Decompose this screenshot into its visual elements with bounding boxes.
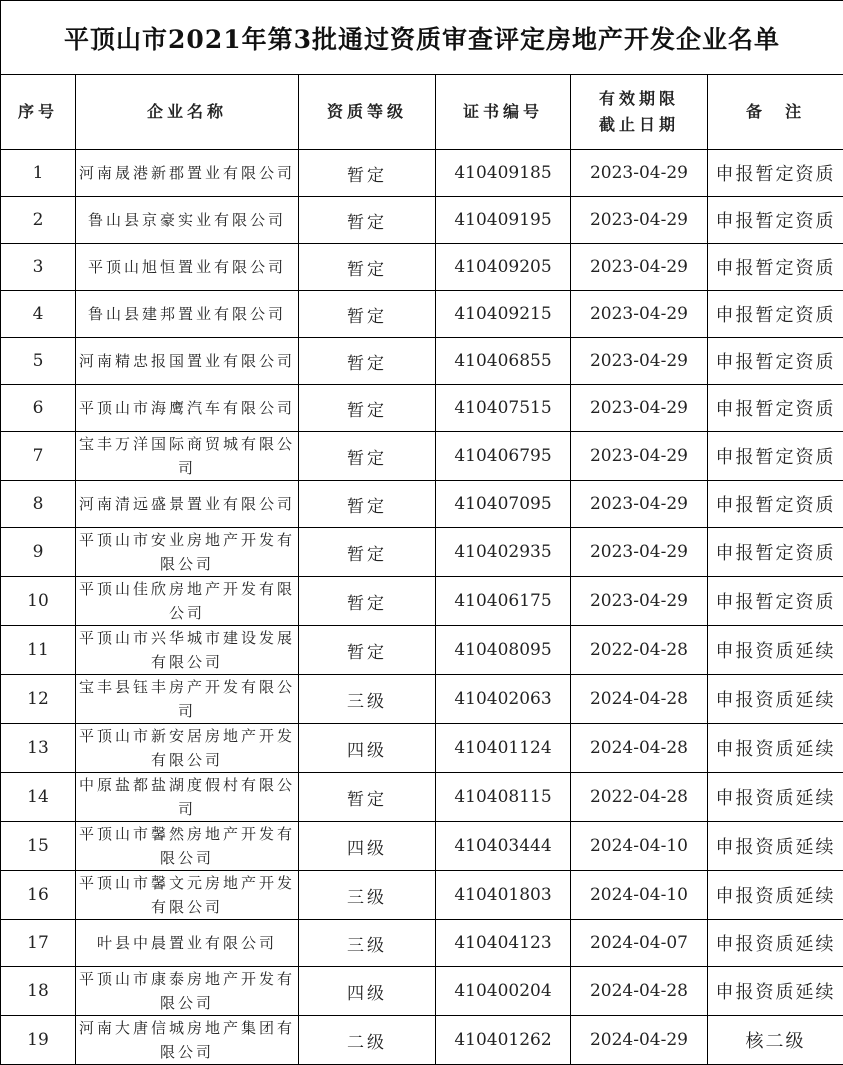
expiry-date: 2023-04-29 <box>571 528 708 577</box>
row-number: 16 <box>1 871 76 920</box>
header-row <box>1 75 843 150</box>
document-title: 平顶山市2021年第3批通过资质审查评定房地产开发企业名单 <box>1 1 843 75</box>
certificate-number: 410402935 <box>436 528 571 577</box>
table-row <box>1 920 843 967</box>
expiry-date: 2024-04-10 <box>571 871 708 920</box>
certificate-number: 410409195 <box>436 197 571 244</box>
table-row <box>1 385 843 432</box>
expiry-date: 2023-04-29 <box>571 197 708 244</box>
company-name: 宝丰万洋国际商贸城有限公司 <box>76 432 299 481</box>
company-name: 平顶山市康泰房地产开发有限公司 <box>76 967 299 1016</box>
remark: 申报暂定资质 <box>708 291 843 338</box>
expiry-date: 2023-04-29 <box>571 244 708 291</box>
qualification-grade: 三级 <box>299 675 436 724</box>
certificate-number: 410406795 <box>436 432 571 481</box>
remark: 申报资质延续 <box>708 822 843 871</box>
company-name: 叶县中晨置业有限公司 <box>76 920 299 967</box>
certificate-number: 410403444 <box>436 822 571 871</box>
header-expiry-line1: 有效期限 <box>599 89 679 108</box>
expiry-date: 2023-04-29 <box>571 150 708 197</box>
company-name: 河南大唐信城房地产集团有限公司 <box>76 1016 299 1065</box>
certificate-number: 410409185 <box>436 150 571 197</box>
expiry-date: 2024-04-10 <box>571 822 708 871</box>
table-row <box>1 291 843 338</box>
remark: 申报暂定资质 <box>708 150 843 197</box>
expiry-date: 2024-04-28 <box>571 967 708 1016</box>
remark: 申报暂定资质 <box>708 197 843 244</box>
table-row <box>1 773 843 822</box>
qualification-grade: 四级 <box>299 822 436 871</box>
table-row <box>1 197 843 244</box>
company-name: 河南精忠报国置业有限公司 <box>76 338 299 385</box>
qualification-grade: 暂定 <box>299 338 436 385</box>
remark: 申报资质延续 <box>708 871 843 920</box>
row-number: 11 <box>1 626 76 675</box>
company-name: 宝丰县钰丰房产开发有限公司 <box>76 675 299 724</box>
qualification-grade: 暂定 <box>299 197 436 244</box>
certificate-number: 410407095 <box>436 481 571 528</box>
certificate-number: 410404123 <box>436 920 571 967</box>
qualification-grade: 四级 <box>299 724 436 773</box>
remark: 申报暂定资质 <box>708 432 843 481</box>
expiry-date: 2023-04-29 <box>571 577 708 626</box>
row-number: 18 <box>1 967 76 1016</box>
remark: 核二级 <box>708 1016 843 1065</box>
qualification-grade: 暂定 <box>299 626 436 675</box>
table-row <box>1 150 843 197</box>
row-number: 17 <box>1 920 76 967</box>
qualification-grade: 暂定 <box>299 244 436 291</box>
qualification-grade: 暂定 <box>299 432 436 481</box>
row-number: 10 <box>1 577 76 626</box>
qualification-grade: 暂定 <box>299 773 436 822</box>
certificate-number: 410409215 <box>436 291 571 338</box>
remark: 申报暂定资质 <box>708 528 843 577</box>
expiry-date: 2023-04-29 <box>571 338 708 385</box>
header-remark: 备 注 <box>708 75 843 150</box>
company-name: 平顶山旭恒置业有限公司 <box>76 244 299 291</box>
certificate-number: 410401262 <box>436 1016 571 1065</box>
company-name: 河南清远盛景置业有限公司 <box>76 481 299 528</box>
row-number: 15 <box>1 822 76 871</box>
remark: 申报暂定资质 <box>708 577 843 626</box>
qualification-grade: 暂定 <box>299 481 436 528</box>
row-number: 6 <box>1 385 76 432</box>
qualification-grade: 二级 <box>299 1016 436 1065</box>
certificate-number: 410401803 <box>436 871 571 920</box>
expiry-date: 2024-04-07 <box>571 920 708 967</box>
header-expiry-line2: 截止日期 <box>599 115 679 134</box>
expiry-date: 2023-04-29 <box>571 481 708 528</box>
header-no: 序号 <box>1 75 76 150</box>
certificate-number: 410402063 <box>436 675 571 724</box>
qualification-grade: 暂定 <box>299 577 436 626</box>
expiry-date: 2022-04-28 <box>571 626 708 675</box>
table-row <box>1 871 843 920</box>
qualification-grade: 暂定 <box>299 291 436 338</box>
company-name: 中原盐都盐湖度假村有限公司 <box>76 773 299 822</box>
qualification-grade: 暂定 <box>299 385 436 432</box>
table-row <box>1 822 843 871</box>
header-expiry <box>571 75 708 150</box>
table-row <box>1 528 843 577</box>
remark: 申报资质延续 <box>708 920 843 967</box>
remark: 申报暂定资质 <box>708 338 843 385</box>
remark: 申报资质延续 <box>708 675 843 724</box>
qualification-grade: 暂定 <box>299 150 436 197</box>
row-number: 1 <box>1 150 76 197</box>
certificate-number: 410409205 <box>436 244 571 291</box>
row-number: 8 <box>1 481 76 528</box>
expiry-date: 2023-04-29 <box>571 432 708 481</box>
qualification-grade: 四级 <box>299 967 436 1016</box>
table-row <box>1 481 843 528</box>
certificate-number: 410401124 <box>436 724 571 773</box>
remark: 申报资质延续 <box>708 724 843 773</box>
remark: 申报资质延续 <box>708 773 843 822</box>
company-name: 平顶山市馨文元房地产开发有限公司 <box>76 871 299 920</box>
row-number: 7 <box>1 432 76 481</box>
table-row <box>1 724 843 773</box>
row-number: 3 <box>1 244 76 291</box>
company-name: 鲁山县京豪实业有限公司 <box>76 197 299 244</box>
table-row <box>1 244 843 291</box>
remark: 申报资质延续 <box>708 626 843 675</box>
header-grade: 资质等级 <box>299 75 436 150</box>
header-cert-no: 证书编号 <box>436 75 571 150</box>
certificate-number: 410406855 <box>436 338 571 385</box>
row-number: 4 <box>1 291 76 338</box>
table-row <box>1 675 843 724</box>
company-name: 平顶山市馨然房地产开发有限公司 <box>76 822 299 871</box>
certificate-number: 410408115 <box>436 773 571 822</box>
table-row <box>1 967 843 1016</box>
remark: 申报暂定资质 <box>708 244 843 291</box>
company-name: 平顶山市安业房地产开发有限公司 <box>76 528 299 577</box>
expiry-date: 2024-04-28 <box>571 724 708 773</box>
header-company-name: 企业名称 <box>76 75 299 150</box>
certificate-number: 410406175 <box>436 577 571 626</box>
company-name: 平顶山佳欣房地产开发有限公司 <box>76 577 299 626</box>
expiry-date: 2022-04-28 <box>571 773 708 822</box>
expiry-date: 2024-04-28 <box>571 675 708 724</box>
qualification-grade: 暂定 <box>299 528 436 577</box>
row-number: 12 <box>1 675 76 724</box>
row-number: 14 <box>1 773 76 822</box>
table-row <box>1 432 843 481</box>
company-name: 平顶山市新安居房地产开发有限公司 <box>76 724 299 773</box>
certificate-number: 410407515 <box>436 385 571 432</box>
certificate-number: 410400204 <box>436 967 571 1016</box>
row-number: 13 <box>1 724 76 773</box>
qualification-grade: 三级 <box>299 920 436 967</box>
row-number: 5 <box>1 338 76 385</box>
certificate-number: 410408095 <box>436 626 571 675</box>
table-row <box>1 626 843 675</box>
expiry-date: 2023-04-29 <box>571 385 708 432</box>
title-row <box>1 1 843 75</box>
company-name: 鲁山县建邦置业有限公司 <box>76 291 299 338</box>
table-row <box>1 577 843 626</box>
remark: 申报资质延续 <box>708 967 843 1016</box>
qualification-grade: 三级 <box>299 871 436 920</box>
expiry-date: 2024-04-29 <box>571 1016 708 1065</box>
table-row <box>1 338 843 385</box>
remark: 申报暂定资质 <box>708 481 843 528</box>
company-name: 平顶山市海鹰汽车有限公司 <box>76 385 299 432</box>
company-name: 平顶山市兴华城市建设发展有限公司 <box>76 626 299 675</box>
remark: 申报暂定资质 <box>708 385 843 432</box>
expiry-date: 2023-04-29 <box>571 291 708 338</box>
table-row <box>1 1016 843 1065</box>
row-number: 2 <box>1 197 76 244</box>
row-number: 19 <box>1 1016 76 1065</box>
row-number: 9 <box>1 528 76 577</box>
company-name: 河南晟港新郡置业有限公司 <box>76 150 299 197</box>
